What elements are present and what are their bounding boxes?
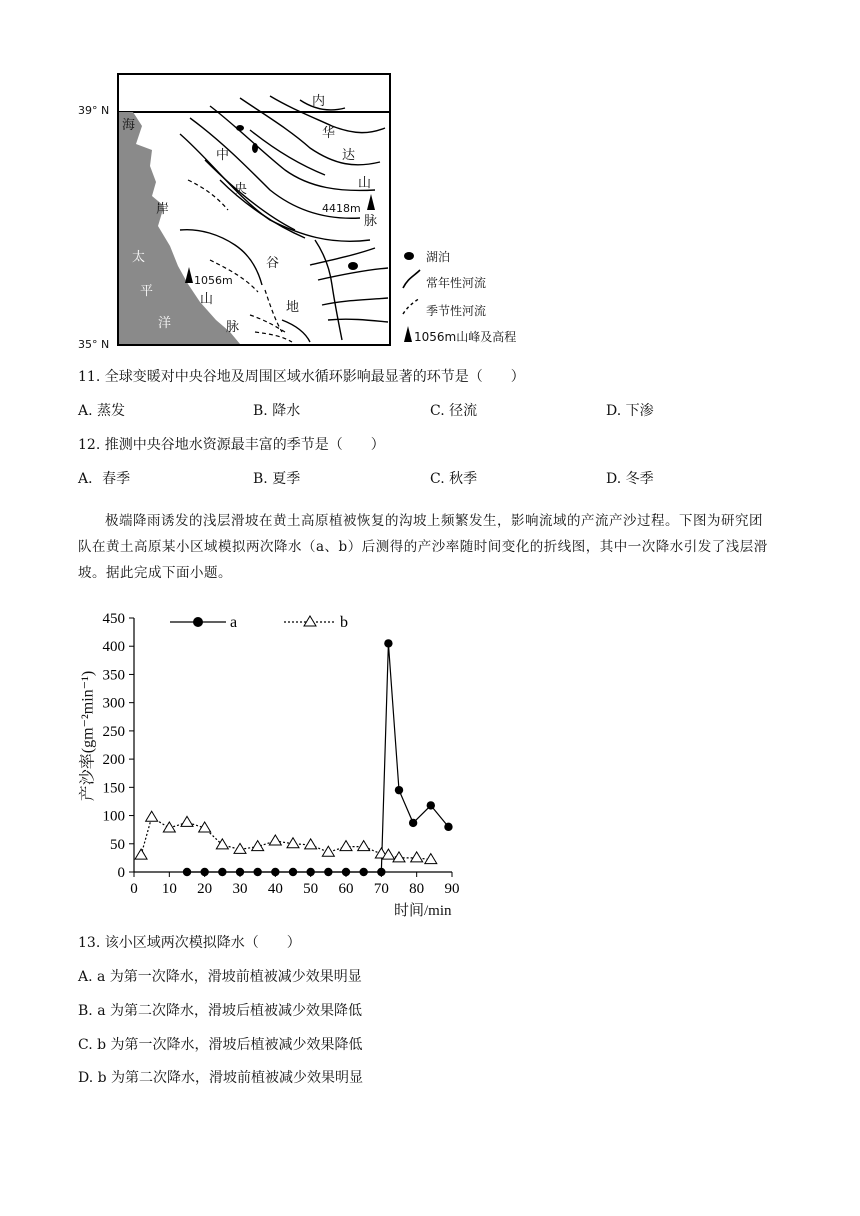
series-b-point [216,839,228,849]
legend-seasonal-label: 季节性河流 [426,304,487,318]
label-zhong: 中 [216,148,230,163]
q11-option-a[interactable]: A. 蒸发 [78,403,126,419]
sediment-chart-svg [70,606,490,924]
x-tick-label: 0 [130,881,138,897]
legend-seasonal-icon [403,298,420,314]
series-b-point [305,839,317,849]
q13-option-c[interactable]: C. b 为第一次降水，滑坡后植被减少效果降低 [78,1037,363,1053]
legend-perennial-label: 常年性河流 [426,276,487,290]
map-figure [70,70,540,360]
q11-option-d[interactable]: D. 下渗 [606,403,654,419]
series-b-point [181,816,193,826]
x-tick-label: 30 [232,881,248,897]
q11-option-c[interactable]: C. 径流 [430,403,478,419]
label-mai: 脉 [364,214,378,229]
legend-lake-icon [404,252,414,260]
legend-peak-icon [404,326,412,342]
series-a-point [409,819,417,827]
series-a-point [384,639,392,647]
lake-3 [348,262,358,270]
q13-option-a[interactable]: A. a 为第一次降水，滑坡前植被减少效果明显 [78,969,362,985]
q11-option-b[interactable]: B. 降水 [253,403,301,419]
q13-stem: 13. 该小区域两次模拟降水（ ） [78,935,301,951]
label-gu: 谷 [266,256,280,271]
y-tick-label: 100 [102,808,125,825]
label-mai-coast: 脉 [226,320,240,335]
label-peak-4418: 4418m [322,202,361,215]
legend-a-label: a [230,614,238,631]
y-tick-label: 50 [110,836,125,853]
series-a-point [218,868,226,876]
legend-b-label: b [340,614,348,631]
label-hua: 华 [322,126,336,141]
label-peak-1056: 1056m [194,274,233,287]
q13-option-d[interactable]: D. b 为第二次降水，滑坡前植被减少效果明显 [78,1070,364,1086]
q12-option-a[interactable]: A．春季 [78,471,131,487]
series-a-point [183,868,191,876]
label-shan-coast: 山 [200,292,214,307]
label-ping: 平 [140,284,154,299]
lake-1 [236,125,244,131]
series-a-point [324,868,332,876]
y-tick-label: 200 [102,752,125,769]
q12-option-c[interactable]: C. 秋季 [430,471,478,487]
series-b-point [411,852,423,862]
legend-perennial-icon [403,270,420,288]
q11-stem: 11. 全球变暖对中央谷地及周围区域水循环影响最显著的环节是（ ） [78,369,525,385]
legend-a-marker [193,617,203,627]
series-b-point [425,854,437,864]
series-a-point [236,868,244,876]
label-yang-central: 央 [234,182,248,197]
legend-lake-label: 湖泊 [426,250,451,264]
x-tick-label: 50 [303,881,319,897]
y-tick-label: 350 [102,667,125,684]
label-yang: 洋 [158,316,172,331]
legend-b-marker [304,616,316,626]
series-a-line [187,643,448,872]
sediment-chart [70,606,490,924]
series-a-point [271,868,279,876]
lat-39-label: 39° N [78,104,110,117]
x-tick-label: 60 [338,881,354,897]
x-tick-label: 90 [444,881,460,897]
label-nei: 内 [312,94,326,109]
label-an: 岸 [156,202,170,217]
series-a-point [253,868,261,876]
x-tick-label: 40 [267,881,283,897]
lake-2 [252,143,258,153]
lat-35-label: 35° N [78,338,110,351]
series-b-point [358,841,370,851]
y-tick-label: 0 [117,865,125,881]
series-b-point [340,841,352,851]
series-a-point [395,786,403,794]
q13-option-b[interactable]: B. a 为第二次降水，滑坡后植被减少效果降低 [78,1003,362,1019]
series-a-point [306,868,314,876]
series-a-point [342,868,350,876]
q12-option-b[interactable]: B. 夏季 [253,471,301,487]
q12-stem: 12. 推测中央谷地水资源最丰富的季节是（ ） [78,437,385,453]
y-tick-label: 450 [102,611,125,627]
series-b-point [322,846,334,856]
chart-y-axis-label: 产沙率(gm⁻²min⁻¹) [79,670,97,802]
x-tick-label: 70 [373,881,389,897]
y-tick-label: 150 [102,780,125,797]
label-di: 地 [286,300,300,315]
series-a-point [289,868,297,876]
x-tick-label: 20 [197,881,213,897]
series-a-point [427,801,435,809]
series-b-point [146,811,158,821]
y-tick-label: 400 [102,639,125,656]
series-a-point [444,823,452,831]
label-da: 达 [342,148,356,163]
x-tick-label: 10 [161,881,177,897]
legend-peak-label: 1056m山峰及高程 [414,330,517,344]
series-a-point [200,868,208,876]
y-tick-label: 300 [102,695,125,712]
label-tai: 太 [132,250,146,265]
y-tick-label: 250 [102,723,125,740]
chart-x-axis-label: 时间/min [394,903,452,919]
series-a-point [359,868,367,876]
x-tick-label: 80 [409,881,425,897]
label-shan: 山 [358,176,372,191]
q12-option-d[interactable]: D. 冬季 [606,471,654,487]
passage-text: 极端降雨诱发的浅层滑坡在黄土高原植被恢复的沟坡上频繁发生，影响流域的产流产沙过程。下图为研究团队在黄土高原某小区域模拟两次降水（a、b）后测得的产沙率随时间变化的折线图，其中一次降水引发了浅层滑坡。据此完成下面小题。 [78,513,768,581]
label-hai: 海 [122,118,136,133]
series-a-point [377,868,385,876]
series-b-point [269,835,281,845]
series-b-point [135,849,147,859]
